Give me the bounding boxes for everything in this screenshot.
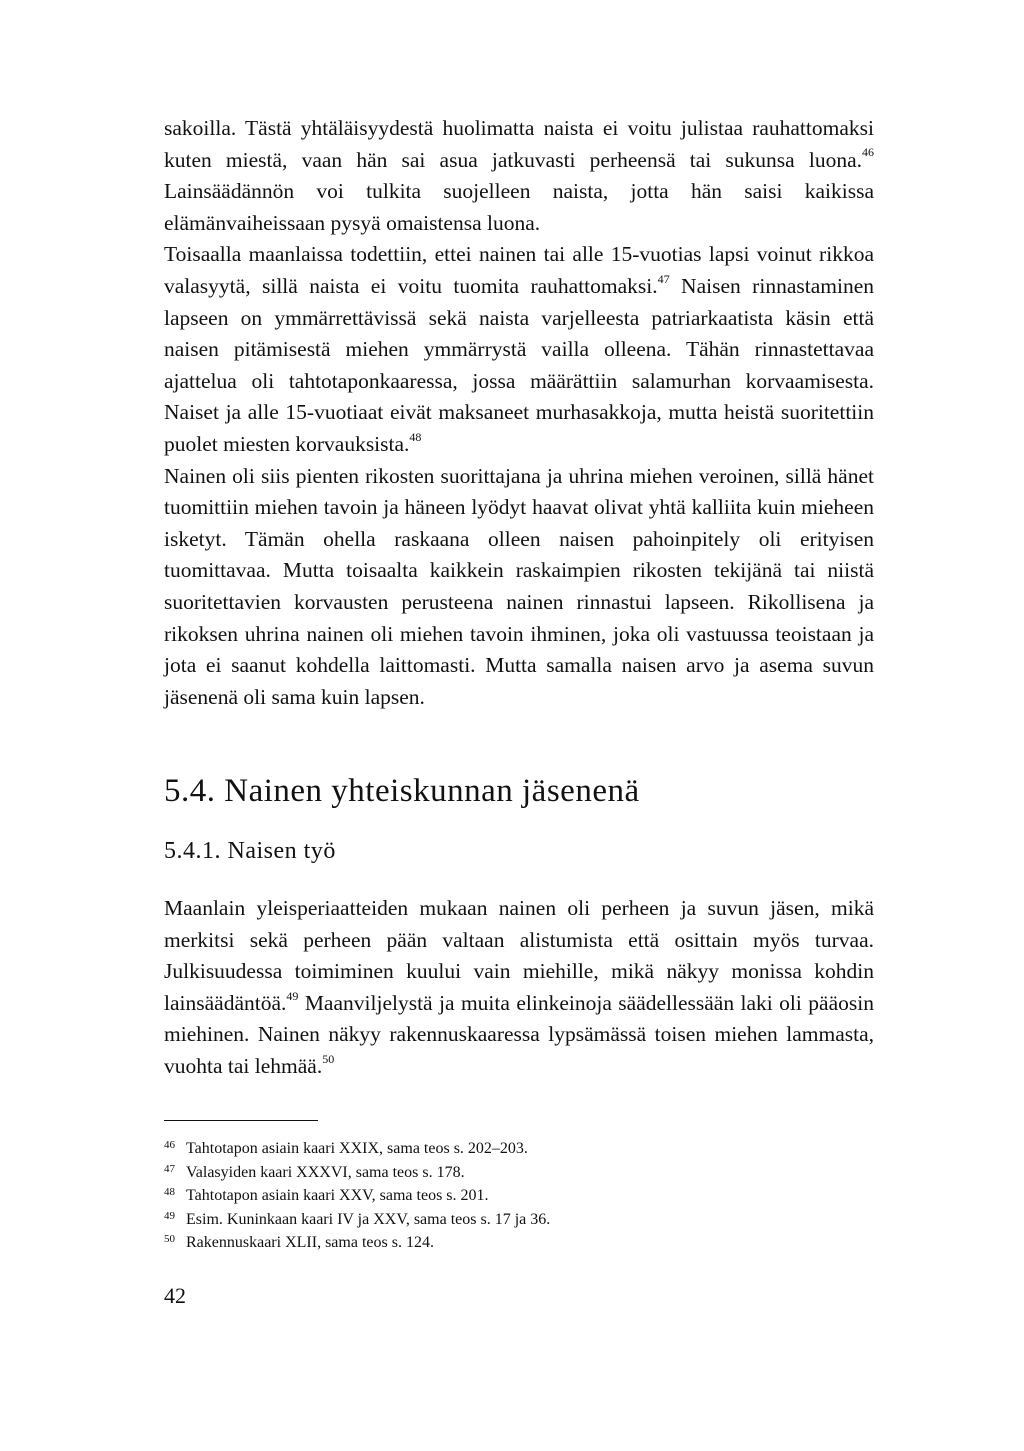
footnote (164, 1232, 864, 1256)
body-section-1 (164, 113, 874, 713)
paragraph-4 (164, 893, 874, 1083)
body-section-2 (164, 893, 874, 1083)
subsection-heading: 5.4.1. Naisen työ (164, 838, 336, 864)
paragraph-text: Nainen oli siis pienten rikosten suorittajana ja uhrina miehen veroinen, sillä hänet tuomittiin miehen tavoin ja häneen lyödyt haavat olivat yhtä kalliita kuin mieheen isketyt. Tämän ohella raskaana olleen naisen pahoinpitely oli erityisen tuomittavaa. Mutta toisaalta kaikkein raskaimpien rikosten tekijänä tai niistä suoritettavien korvausten perusteena nainen rinnastui lapseen. Rikollisena ja rikoksen uhrina nainen oli miehen tavoin ihminen, joka oli vastuussa teoistaan ja jota ei saanut kohdella laittomasti. Mutta samalla naisen arvo ja asema suvun jäsenenä oli sama kuin lapsen. (164, 463, 874, 709)
paragraph-text: Lainsäädännön voi tulkita suojelleen naista, jotta hän saisi kaikissa elämänvaiheissaan pysyä omaistensa luona. (164, 179, 874, 235)
footnote (164, 1209, 864, 1233)
footnotes (164, 1138, 864, 1256)
footnote (164, 1162, 864, 1186)
footnote-ref-46[interactable]: 46 (862, 145, 874, 160)
footnote-text: Tahtotapon asiain kaari XXV, sama teos s. 201. (186, 1187, 489, 1204)
footnote-text: Esim. Kuninkaan kaari IV ja XXV, sama teos s. 17 ja 36. (186, 1210, 551, 1228)
section-heading: 5.4. Nainen yhteiskunnan jäsenenä (164, 773, 640, 809)
paragraph-2 (164, 239, 874, 460)
footnote-divider (164, 1120, 318, 1121)
footnote-text: Tahtotapon asiain kaari XXIX, sama teos s. 202–203. (186, 1140, 528, 1157)
paragraph-text: Toisaalla maanlaissa todettiin, ettei nainen tai alle 15-vuotias lapsi voinut rikkoa valasyytä, sillä naista ei voitu tuomita rauhattomaksi. (164, 242, 874, 298)
paragraph-text: Maanlain yleisperiaatteiden mukaan nainen oli perheen ja suvun jäsen, mikä merkitsi sekä perheen pään valtaan alistumista että osittain myös turvaa. Julkisuudessa toimiminen kuului vain miehille, mikä näkyy monissa kohdin lainsäädäntöä. (164, 896, 874, 1015)
footnote-number: 47 (164, 1162, 175, 1175)
footnote (164, 1185, 864, 1209)
paragraph-1 (164, 113, 874, 239)
footnote-ref-47[interactable]: 47 (657, 271, 670, 286)
footnote-number: 46 (164, 1139, 175, 1151)
footnote-ref-50[interactable]: 50 (322, 1051, 335, 1066)
paragraph-3 (164, 461, 874, 714)
footnote-number: 50 (164, 1233, 175, 1245)
footnote-text: Valasyiden kaari XXXVI, sama teos s. 178. (186, 1163, 465, 1181)
footnote (164, 1138, 864, 1162)
footnote-ref-48[interactable]: 48 (409, 429, 422, 444)
footnote-number: 49 (164, 1209, 175, 1222)
footnote-ref-49[interactable]: 49 (286, 988, 299, 1003)
paragraph-text: Naisen rinnastaminen lapseen on ymmärrettävissä sekä naista varjelleesta patriarkaatista käsin että naisen pitämisestä miehen ymmärrystä vailla olleena. Tähän rinnastettavaa ajattelua oli tahtotaponkaaressa, jossa määrättiin salamurhan korvaamisesta. Naiset ja alle 15-vuotiaat eivät maksaneet murhasakkoja, mutta heistä suoritettiin puolet miesten korvauksista. (164, 273, 874, 456)
footnote-text: Rakennuskaari XLII, sama teos s. 124. (186, 1234, 434, 1251)
page-number: 42 (164, 1283, 186, 1308)
footnote-number: 48 (164, 1186, 175, 1198)
paragraph-text: sakoilla. Tästä yhtäläisyydestä huolimatta naista ei voitu julistaa rauhattomaksi kuten miestä, vaan hän sai asua jatkuvasti perheensä tai sukunsa luona. (164, 116, 874, 172)
paragraph-text: Maanviljelystä ja muita elinkeinoja säädellessään laki oli pääosin miehinen. Nainen näkyy rakennuskaaressa lypsämässä toisen miehen lammasta, vuohta tai lehmää. (164, 990, 874, 1078)
